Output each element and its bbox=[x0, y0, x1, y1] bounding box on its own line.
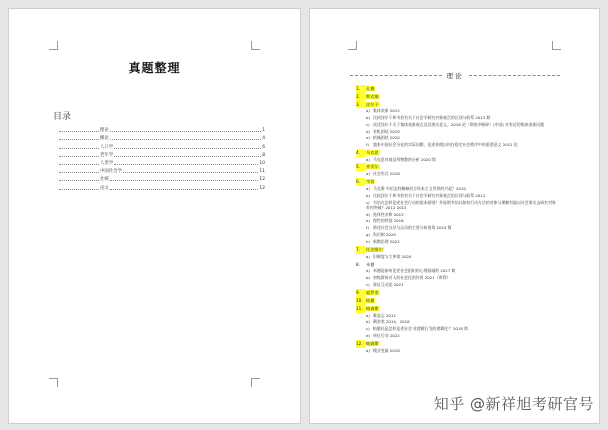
subitem-text: 比较涂尔干和韦伯有关于社会学研究对象观点的区别与联系 2012 bbox=[373, 192, 486, 198]
outline-number: 6. bbox=[356, 178, 365, 186]
margin-corner-mark bbox=[49, 378, 58, 387]
outline-subitem bbox=[356, 171, 586, 178]
dot-leader bbox=[59, 139, 99, 140]
table-of-contents bbox=[59, 125, 265, 191]
subitem-letter: d) bbox=[366, 211, 370, 217]
document-title: 真题整理 bbox=[128, 61, 181, 75]
outline-heading: 韦伯 bbox=[366, 179, 375, 185]
outline-heading: 米德 bbox=[366, 261, 375, 267]
subitem-letter: a) bbox=[366, 312, 370, 318]
subitem-letter: d) bbox=[366, 128, 370, 134]
toc-entry-page: 12 bbox=[259, 185, 265, 191]
outline-item bbox=[356, 340, 586, 348]
subitem-text: 越来中国社会分化的实际问题，论述你理以何在稳定社会秩序中的重要意义 2012 论 bbox=[373, 142, 518, 148]
dot-leader bbox=[110, 189, 259, 190]
subitem-letter: e) bbox=[366, 135, 370, 141]
outline-heading: 齐美尔 bbox=[366, 164, 379, 170]
outline-subitem bbox=[356, 254, 586, 261]
margin-corner-mark bbox=[251, 378, 260, 387]
subitem-letter: a) bbox=[366, 347, 370, 353]
dot-leader bbox=[114, 156, 261, 157]
subitem-letter: a) bbox=[366, 253, 370, 259]
subitem-text: 选择性亲和 2013 bbox=[373, 211, 404, 217]
outline-subitem bbox=[356, 333, 586, 340]
subitem-text: 帕累托是怎样论述社会'非逻辑行为的逻辑化'？2018 简 bbox=[373, 326, 468, 332]
outline-subitem bbox=[356, 326, 586, 333]
subitem-text: 象征互动论 2021 bbox=[373, 282, 404, 288]
subitem-letter: c) bbox=[366, 122, 370, 128]
subitem-text: 唯意志 2012 bbox=[373, 312, 396, 318]
header-rule bbox=[469, 75, 561, 76]
subitem-letter: b) bbox=[366, 319, 370, 325]
subitem-letter: c) bbox=[366, 326, 370, 332]
toc-entry-page: 6 bbox=[262, 144, 265, 150]
outline-subitem bbox=[356, 268, 586, 275]
outline-item bbox=[356, 289, 586, 297]
outline-item bbox=[356, 149, 586, 157]
subitem-text: 剩余类 2014、2018 bbox=[373, 319, 410, 325]
outline-subitem bbox=[356, 135, 586, 142]
toc-entry[interactable] bbox=[59, 141, 265, 149]
subitem-text: 马克斯·韦伯怎样解释西方资本主义世界的兴起？2010 bbox=[373, 185, 466, 191]
dot-leader bbox=[59, 156, 99, 157]
subitem-letter: b) bbox=[366, 192, 370, 198]
outline-number: 7. bbox=[356, 246, 365, 254]
dot-leader bbox=[110, 131, 261, 132]
outline-item bbox=[356, 178, 586, 186]
subitem-letter: f) bbox=[366, 142, 369, 148]
outline-heading: 帕森斯 bbox=[366, 341, 379, 347]
dot-leader bbox=[114, 148, 261, 149]
margin-corner-mark bbox=[49, 41, 58, 50]
subitem-text: 单位行动 2022 bbox=[373, 333, 400, 339]
outline-number: 11. bbox=[356, 305, 365, 313]
margin-corner-mark bbox=[348, 41, 357, 50]
subitem-text: 旧制度与大革命 2020 bbox=[373, 253, 412, 259]
outline-subitem bbox=[356, 225, 586, 232]
section-header bbox=[350, 71, 560, 80]
subitem-letter: b) bbox=[366, 115, 370, 121]
dot-leader bbox=[114, 164, 258, 165]
toc-entry-page: 4 bbox=[262, 136, 265, 142]
subitem-text: 简述社会分层与运动的主要分析视角 2019 简 bbox=[373, 225, 452, 231]
subitem-text: 理性的铁笼 2018 bbox=[373, 218, 404, 224]
outline-subitem bbox=[356, 129, 586, 136]
toc-entry-label: 人口学 bbox=[100, 144, 114, 150]
subitem-letter: h) bbox=[366, 239, 370, 245]
subitem-letter: a) bbox=[366, 268, 370, 274]
dot-leader bbox=[59, 148, 99, 149]
subitem-letter: c) bbox=[366, 282, 370, 288]
outline-subitem bbox=[356, 186, 586, 193]
toc-entry[interactable] bbox=[59, 133, 265, 141]
outline-item bbox=[356, 101, 586, 109]
subitem-text: 科层制 2020 bbox=[373, 232, 396, 238]
outline-subitem bbox=[356, 218, 586, 225]
toc-heading: 目录 bbox=[53, 112, 72, 122]
outline-number: 1. bbox=[356, 85, 365, 93]
outline-number: 12. bbox=[356, 340, 365, 348]
toc-entry-page: 1 bbox=[262, 128, 265, 134]
outline-subitem bbox=[356, 157, 586, 164]
subitem-text: 韦伯在怎样论述社会行动的基本原则？并说明韦伯以如何行动方法的对象与理解有能以社会事实去研究对象有何突破？2012 2015 bbox=[366, 199, 556, 211]
toc-page bbox=[8, 8, 301, 424]
outline-number: 8. bbox=[356, 261, 360, 267]
outline-heading: 斯宾塞 bbox=[366, 93, 379, 99]
outline-subitem bbox=[356, 239, 586, 246]
outline-item bbox=[356, 163, 586, 171]
subitem-text: 米德是如何论述社会组织的心理基础的 2017 简 bbox=[373, 268, 456, 274]
outline-heading: 索罗金 bbox=[366, 290, 379, 296]
outline-item bbox=[356, 246, 586, 254]
outline-heading: 涂尔干 bbox=[366, 101, 379, 107]
subitem-text: 比较涂尔干和韦伯有关于社会学研究对象观点的区别与联系 2012 简 bbox=[373, 115, 491, 121]
outline-number: 10. bbox=[356, 297, 365, 305]
toc-entry-label: 中国社会学 bbox=[100, 169, 122, 175]
outline-subitem bbox=[356, 313, 586, 320]
dot-leader bbox=[59, 164, 99, 165]
outline-subitem bbox=[356, 193, 586, 200]
margin-corner-mark bbox=[251, 41, 260, 50]
dot-leader bbox=[110, 139, 261, 140]
outline-number: 9. bbox=[356, 289, 365, 297]
outline-item bbox=[356, 305, 586, 313]
toc-entry-label: 论文 bbox=[100, 185, 109, 191]
toc-entry-label: 社统 bbox=[100, 177, 109, 183]
outline-item bbox=[356, 93, 586, 101]
outline-number: 5. bbox=[356, 163, 365, 171]
subitem-text: 有机团结 2019 bbox=[373, 128, 400, 134]
outline-number: 2. bbox=[356, 93, 365, 101]
subitem-letter: a) bbox=[366, 171, 370, 177]
toc-entry-page: 10 bbox=[259, 160, 265, 166]
toc-entry-label: 理论 bbox=[100, 128, 109, 134]
toc-entry[interactable] bbox=[59, 125, 265, 133]
outline-heading: 帕累 bbox=[366, 297, 375, 303]
outline-heading: 马克思 bbox=[366, 149, 379, 155]
outline-subitem bbox=[356, 108, 586, 115]
toc-entry[interactable] bbox=[59, 182, 265, 190]
section-title: 理论 bbox=[446, 72, 464, 80]
outline-heading: 托克维尔 bbox=[366, 246, 383, 252]
outline-subitem bbox=[356, 282, 586, 289]
subitem-letter: g) bbox=[366, 232, 370, 238]
subitem-text: 马克思对商品拜物教的分析 2020 简 bbox=[373, 156, 436, 162]
outline-number: 3. bbox=[356, 101, 365, 109]
subitem-letter: c) bbox=[366, 199, 370, 205]
subitem-text: 机械团结 2020 bbox=[373, 135, 400, 141]
outline-subitem bbox=[356, 115, 586, 122]
outline-list bbox=[356, 85, 586, 355]
subitem-text: 模式变量 2018 bbox=[373, 347, 400, 353]
subitem-text: 新教伦理 2022 bbox=[373, 239, 400, 245]
subitem-letter: f) bbox=[366, 225, 369, 231]
toc-entry[interactable] bbox=[59, 150, 265, 158]
outline-item bbox=[356, 297, 586, 305]
subitem-text: 集体表象 2012 bbox=[373, 108, 400, 114]
subitem-text: 试述涂尔干关于集体表象观点及其现实意义。2018 论（期表中断碎）(中国) 亦有近的集体表象问题 bbox=[373, 122, 545, 128]
outline-number: 4. bbox=[356, 149, 365, 157]
outline-heading: 帕森斯 bbox=[366, 305, 379, 311]
outline-subitem bbox=[356, 200, 556, 212]
subitem-text: 初级群体对人的社会化的作用 2021（库利） bbox=[373, 275, 451, 281]
dot-leader bbox=[59, 180, 99, 181]
toc-entry-label: 概论 bbox=[100, 136, 109, 142]
subitem-text: 社会形式 2018 bbox=[373, 171, 400, 177]
margin-corner-mark bbox=[552, 41, 561, 50]
toc-entry-label: 人类学 bbox=[100, 160, 114, 166]
toc-entry[interactable] bbox=[59, 158, 265, 166]
toc-entry-page: 12 bbox=[259, 177, 265, 183]
dot-leader bbox=[123, 172, 258, 173]
subitem-letter: a) bbox=[366, 156, 370, 162]
header-rule bbox=[350, 75, 442, 76]
outline-subitem bbox=[356, 275, 586, 282]
toc-entry[interactable] bbox=[59, 166, 265, 174]
subitem-letter: a) bbox=[366, 108, 370, 114]
dot-leader bbox=[59, 172, 99, 173]
outline-subitem bbox=[356, 212, 586, 219]
dot-leader bbox=[59, 189, 99, 190]
toc-entry-page: 11 bbox=[259, 169, 265, 175]
outline-item bbox=[356, 261, 586, 269]
subitem-letter: d) bbox=[366, 333, 370, 339]
subitem-letter: b) bbox=[366, 275, 370, 281]
outline-subitem bbox=[356, 319, 586, 326]
outline-subitem bbox=[356, 348, 586, 355]
theory-page bbox=[309, 8, 600, 424]
subitem-letter: e) bbox=[366, 218, 370, 224]
watermark-text: 知乎 @新祥旭考研官号 bbox=[433, 395, 594, 413]
outline-subitem bbox=[356, 232, 586, 239]
subitem-letter: a) bbox=[366, 185, 370, 191]
dot-leader bbox=[110, 180, 259, 181]
outline-heading: 孔德 bbox=[366, 86, 375, 91]
toc-entry[interactable] bbox=[59, 174, 265, 182]
toc-entry-label: 老年学 bbox=[100, 152, 114, 158]
outline-item bbox=[356, 85, 586, 93]
toc-entry-page: 8 bbox=[262, 152, 265, 158]
dot-leader bbox=[59, 131, 99, 132]
